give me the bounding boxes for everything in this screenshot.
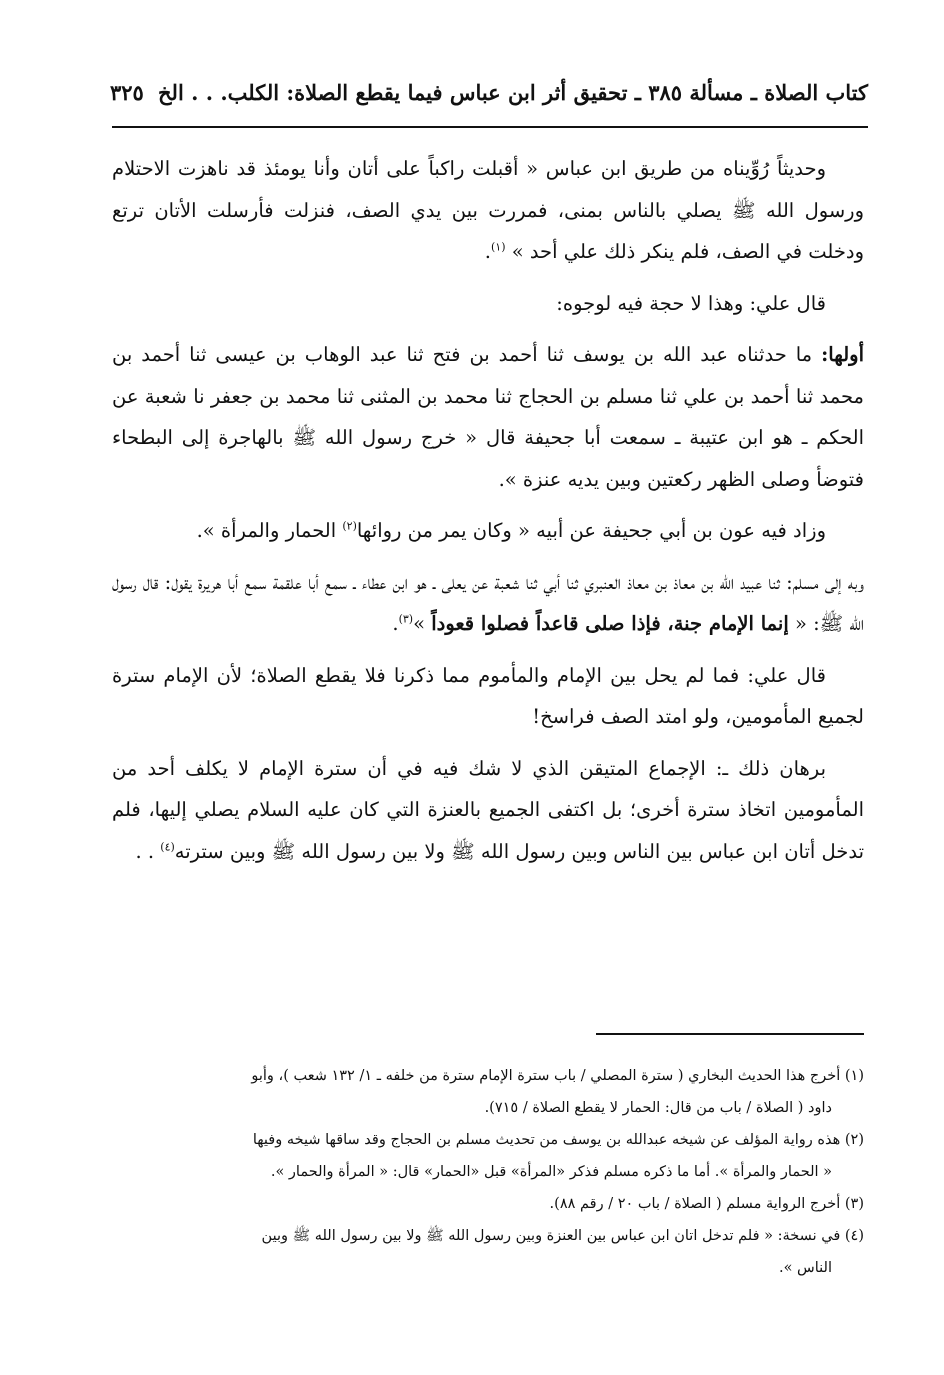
paragraph-text: قال علي: فما لم يحل بين الإمام والمأموم مما ذكرنا فلا يقطع الصلاة؛ لأن الإمام سترة لجميع المأمومين، ولو امتد الصف فراسخ!: [112, 663, 864, 728]
running-header: [110, 80, 868, 120]
footnote-text: أخرج الرواية مسلم ( الصلاة / باب ٢٠ / رقم ٨٨).: [549, 1196, 841, 1212]
paragraph-3: [112, 334, 864, 500]
paragraph-text: برهان ذلك ـ: الإجماع المتيقن الذي لا شك فيه في أن سترة الإمام لا يكلف أحد من المأمومين اتخاذ سترة أخرى؛ بل اكتفى الجميع بالعنزة التي كان عليه السلام يصلي إليها، فلم تدخل أتان ابن عباس بين الناس وبين رسول الله ﷺ ولا بين رسول الله ﷺ وبين سترته: [112, 756, 864, 863]
footnote-ref: (٢): [342, 519, 357, 533]
footnote-number: (٢): [844, 1132, 864, 1148]
paragraph-6: [112, 655, 864, 738]
footnote-2: [112, 1124, 864, 1156]
footnote-text: أخرج هذا الحديث البخاري ( سترة المصلي / باب سترة الإمام سترة من خلفه ـ ١/ ١٣٢ شعب )، وأبو: [251, 1068, 841, 1084]
paragraph-lead: أولها:: [821, 343, 864, 366]
paragraph-1: [112, 148, 864, 273]
footnote-text: هذه رواية المؤلف عن شيخه عبدالله بن يوسف من تحديث مسلم بن الحجاج وقد ساقها شيخه وفيها: [252, 1132, 841, 1148]
paragraph-text: وبه إلى مسلم: ثنا عبيد الله بن معاذ بن معاذ العنبري ثنا أبي ثنا شعبة عن يعلى ـ هو ابن عطاء ـ سمع أبا علقمة سمع أبا هريرة يقول: قال رسول الله ﷺ: «: [112, 570, 864, 635]
footnote-ref: (١): [490, 240, 506, 254]
footnote-4: [112, 1220, 864, 1252]
footnote-1: [112, 1060, 864, 1092]
footnotes: [112, 1060, 864, 1284]
paragraph-4: [112, 510, 864, 552]
header-title: كتاب الصلاة ـ مسألة ٣٨٥ ـ تحقيق أثر ابن عباس فيما يقطع الصلاة: الكلب. . . الخ: [158, 80, 868, 105]
footnote-number: (٣): [844, 1196, 864, 1212]
paragraph-text: وحديثاً رُوِّيناه من طريق ابن عباس « أقبلت راكباً على أتان وأنا يومئذ قد ناهزت الاحتلام ورسول الله ﷺ يصلي بالناس بمنى، فمررت بين يدي الصف، فنزلت فأرسلت الأتان ترتع ودخلت في الصف، فلم ينكر ذلك علي أحد »: [112, 157, 864, 263]
footnote-text: داود ( الصلاة / باب من قال: الحمار لا يقطع الصلاة / ٧١٥).: [484, 1100, 832, 1116]
paragraph-text-after: الحمار والمرأة ».: [196, 519, 337, 542]
footnote-3: [112, 1188, 864, 1220]
footnote-number: (١): [844, 1068, 864, 1084]
paragraph-text: قال علي: وهذا لا حجة فيه لوجوه:: [556, 291, 826, 315]
main-text: [112, 148, 864, 882]
footnote-2-cont: [112, 1156, 864, 1188]
header-divider: [112, 126, 868, 128]
paragraph-end: .: [392, 612, 399, 635]
paragraph-5: [112, 562, 864, 645]
hadith-quote: إنما الإمام جنة، فإذا صلى قاعداً فصلوا قعوداً: [431, 612, 789, 635]
paragraph-text: ما حدثناه عبد الله بن يوسف ثنا أحمد بن فتح ثنا عبد الوهاب بن عيسى ثنا أحمد بن محمد ثنا أحمد بن علي ثنا مسلم بن الحجاج ثنا محمد بن المثنى ثنا محمد بن جعفر نا شعبة عن الحكم ـ هو ابن عتيبة ـ سمعت أبا جحيفة قال « خرج رسول الله ﷺ بالهاجرة إلى البطحاء فتوضأ وصلى الظهر ركعتين وبين يديه عنزة ».: [112, 343, 864, 491]
footnote-4-cont: [112, 1252, 864, 1284]
paragraph-end: .: [484, 240, 491, 263]
paragraph-end: . .: [135, 839, 155, 863]
footnote-ref: (٣): [398, 612, 414, 626]
footnote-1-cont: [112, 1092, 864, 1124]
footnote-text: الناس ».: [778, 1260, 832, 1276]
footnote-number: (٤): [844, 1228, 864, 1244]
paragraph-2: [112, 283, 864, 325]
quote-close: »: [413, 612, 426, 635]
page-number: ٣٢٥: [110, 80, 144, 105]
footnote-divider: [596, 1033, 864, 1035]
footnote-text: في نسخة: « فلم تدخل اتان ابن عباس بين العنزة وبين رسول الله ﷺ ولا بين رسول الله ﷺ وبين: [261, 1228, 841, 1244]
footnote-ref: (٤): [160, 840, 175, 853]
paragraph-text: وزاد فيه عون بن أبي جحيفة عن أبيه « وكان يمر من روائها: [356, 519, 826, 542]
footnote-text: « الحمار والمرأة ». أما ما ذكره مسلم فذكر «المرأة» قبل «الحمار» قال: « المرأة والحمار ».: [270, 1164, 832, 1180]
paragraph-7: [112, 748, 864, 873]
